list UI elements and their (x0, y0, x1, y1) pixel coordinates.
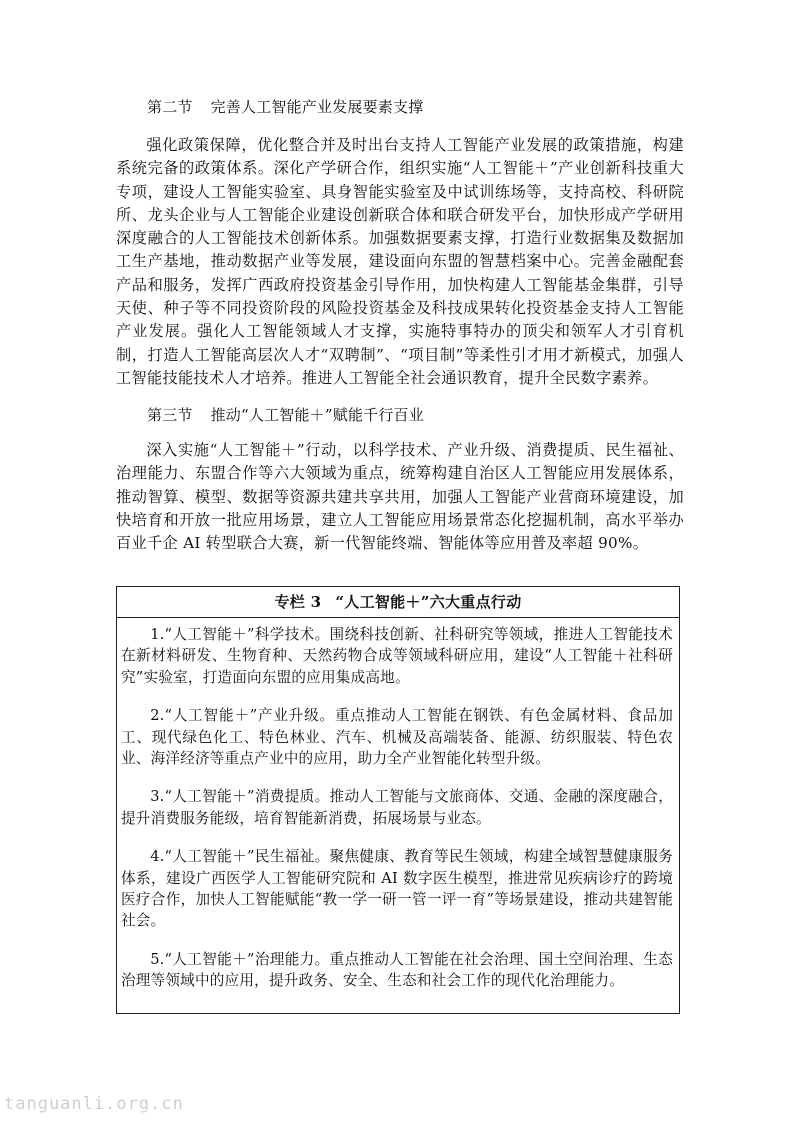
column-item-1: 1.“人工智能＋”科学技术。围绕科技创新、社科研究等领域，推进人工智能技术在新材料研发、生物育种、天然药物合成等领域科研应用，建设“人工智能＋社科研究”实验室，打造面向东盟的应用集成高地。 (121, 626, 673, 686)
section-2-title: 完善人工智能产业发展要素支撑 (210, 98, 424, 116)
section-2-heading (147, 97, 423, 117)
section-2-paragraph: 强化政策保障，优化整合并及时出台支持人工智能产业发展的政策措施，构建系统完备的政策体系。深化产学研合作，组织实施“人工智能＋”产业创新科技重大专项，建设人工智能实验室、具身智能实验室及中试训练场等，支持高校、科研院所、龙头企业与人工智能企业建设创新联合体和联合研发平台，加快形成产学研用深度融合的人工智能技术创新体系。加强数据要素支撑，打造行业数据集及数据加工生产基地，推动数据产业等发展，建设面向东盟的智慧档案中心。完善金融配套产品和服务，发挥广西政府投资基金引导作用，加快构建人工智能基金集群，引导天使、种子等不同投资阶段的风险投资基金及科技成果转化投资基金支持人工智能产业发展。强化人工智能领域人才支撑，实施特事特办的顶尖和领军人才引育机制，打造人工智能高层次人才“双聘制”、“项目制”等柔性引才用才新模式，加强人工智能技能技术人才培养。推进人工智能全社会通识教育，提升全民数字素养。 (116, 136, 684, 387)
column-body (117, 618, 679, 992)
column-item-4: 4.“人工智能＋”民生福祉。聚焦健康、教育等民生领域，构建全域智慧健康服务体系，建设广西医学人工智能研究院和 AI 数字医生模型，推进常见疾病诊疗的跨境医疗合作，加快人工智能赋能“教一学一研一管一评一育”等场景建设，推动共建智能社会。 (121, 848, 673, 930)
column-item-2: 2.“人工智能＋”产业升级。重点推动人工智能在钢铁、有色金属材料、食品加工、现代绿色化工、特色林业、汽车、机械及高端装备、能源、纺织服装、特色农业、海洋经济等重点产业中的应用，助力全产业智能化转型升级。 (121, 707, 673, 768)
column-item-5: 5.“人工智能＋”治理能力。重点推动人工智能在社会治理、国土空间治理、生态治理等领域中的应用，提升政务、安全、生态和社会工作的现代化治理能力。 (121, 950, 673, 990)
section-3-heading (147, 405, 424, 425)
column-title: “人工智能＋”六大重点行动 (335, 593, 522, 611)
column-label: 专栏 3 (274, 593, 322, 611)
column-item-3: 3.“人工智能＋”消费提质。推动人工智能与文旅商体、交通、金融的深度融合，提升消费服务能级，培育智能新消费，拓展场景与业态。 (121, 788, 673, 827)
column-title-bar (117, 587, 679, 618)
section-3-title: 推动“人工智能＋”赋能千行百业 (210, 406, 424, 424)
section-3-paragraph: 深入实施“人工智能＋”行动，以科学技术、产业升级、消费提质、民生福祉、治理能力、东盟合作等六大领域为重点，统筹构建自治区人工智能应用发展体系，推动智算、模型、数据等资源共建共享共用，加强人工智能产业营商环境建设，加快培育和开放一批应用场景，建立人工智能应用场景常态化挖掘机制，高水平举办百业千企 AI 转型联合大赛，新一代智能终端、智能体等应用普及率超 90%。 (116, 441, 684, 553)
section-3-number: 第三节 (147, 406, 193, 424)
section-2-number: 第二节 (147, 98, 193, 116)
watermark-text: tanguanli.org.cn (4, 1094, 184, 1114)
column-box (116, 586, 680, 1014)
